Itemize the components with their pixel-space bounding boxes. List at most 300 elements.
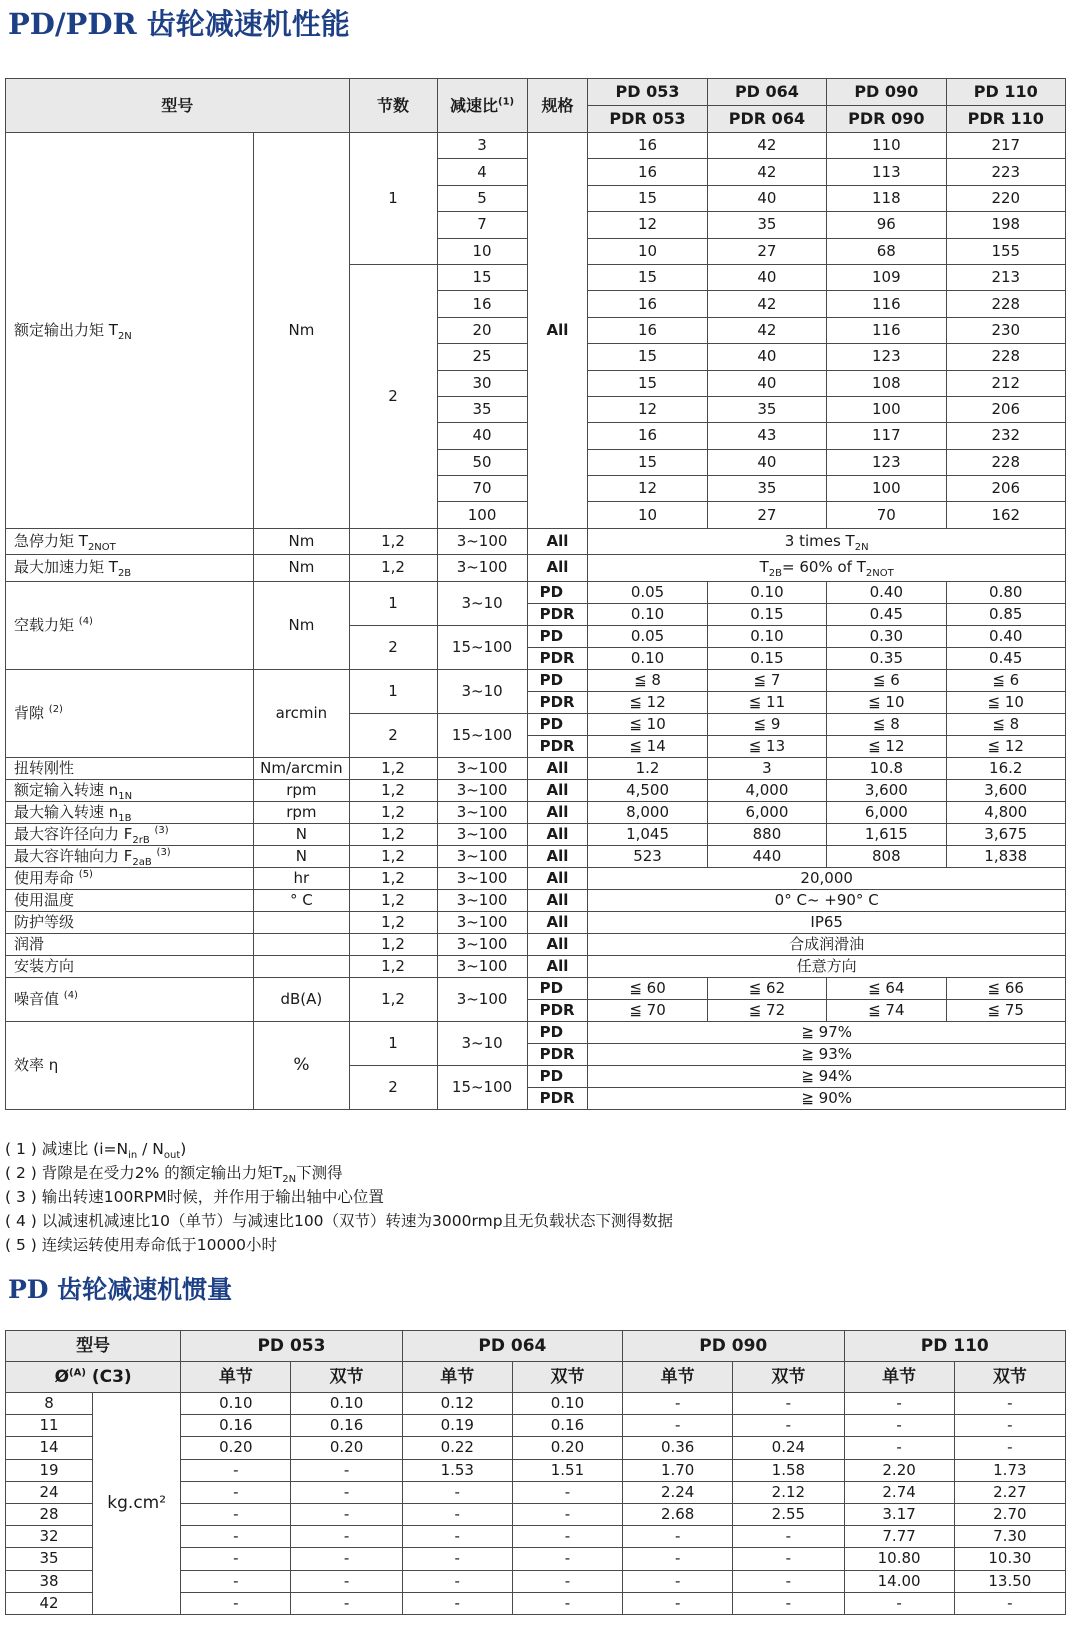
value-cell: 7.30 — [954, 1526, 1065, 1548]
value-cell: - — [733, 1570, 844, 1592]
value-cell: 2.74 — [844, 1481, 954, 1503]
merged-value-cell: ≧ 90% — [588, 1087, 1066, 1109]
row-label — [6, 845, 254, 867]
value-cell: 2.70 — [954, 1503, 1065, 1525]
footnote-ref: (3) — [154, 824, 169, 836]
value-subscript: 2N — [854, 542, 869, 554]
footnote-text: ( 2 ) 背隙是在受力2% 的额定输出力矩T — [5, 1164, 283, 1182]
unit-cell: ° C — [254, 889, 349, 911]
value-cell: - — [954, 1437, 1065, 1459]
value-cell: 0.05 — [588, 625, 707, 647]
value-cell: ≦ 14 — [588, 735, 707, 757]
value-cell: 16 — [588, 291, 707, 317]
value-cell: 1,615 — [827, 823, 946, 845]
footnote — [5, 1209, 673, 1233]
value-cell: ≦ 64 — [827, 977, 946, 999]
header-model: 型号 — [6, 79, 350, 133]
value-cell: 2.27 — [954, 1481, 1065, 1503]
table-row — [6, 528, 1066, 554]
header-pd-model: PD 110 — [946, 79, 1065, 106]
merged-value-cell — [588, 555, 1066, 581]
value-cell: - — [733, 1415, 844, 1437]
label-text: 润滑 — [14, 934, 45, 953]
label-subscript: 2NOT — [87, 542, 116, 554]
value-cell: 1.70 — [623, 1459, 733, 1481]
value-cell: 3,600 — [827, 779, 946, 801]
value-cell: 42 — [707, 317, 826, 343]
ratio-cell: 3~100 — [437, 555, 527, 581]
diameter-cell: 8 — [6, 1393, 93, 1415]
ratio-cell: 3~100 — [437, 977, 527, 1021]
value-text: = 60% of T — [782, 558, 866, 577]
value-cell: - — [181, 1481, 291, 1503]
value-cell: ≦ 8 — [827, 713, 946, 735]
ratio-cell: 3~100 — [437, 955, 527, 977]
value-cell: 0.19 — [402, 1415, 512, 1437]
value-cell: 7.77 — [844, 1526, 954, 1548]
row-label — [6, 823, 254, 845]
value-cell: ≦ 12 — [946, 735, 1065, 757]
merged-value-cell — [588, 528, 1066, 554]
unit-cell: arcmin — [254, 669, 349, 757]
footnote-ref: (5) — [78, 868, 93, 880]
value-cell: 223 — [946, 159, 1065, 185]
value-cell: ≦ 8 — [588, 669, 707, 691]
value-cell: 2.12 — [733, 1481, 844, 1503]
ratio-cell: 3~100 — [437, 528, 527, 554]
value-cell: 6,000 — [707, 801, 826, 823]
footnote-ref: (4) — [78, 615, 93, 627]
header-pdr-model: PDR 090 — [827, 106, 946, 133]
value-cell: - — [512, 1503, 622, 1525]
header-model-name: PD 090 — [623, 1331, 844, 1362]
value-cell: 0.16 — [291, 1415, 402, 1437]
row-label — [6, 669, 254, 757]
stage-cell: 2 — [349, 625, 437, 669]
header-single-stage: 单节 — [623, 1362, 733, 1393]
value-cell: 198 — [946, 212, 1065, 238]
value-cell: - — [512, 1481, 622, 1503]
spec-cell: All — [527, 779, 588, 801]
value-cell: ≦ 11 — [707, 691, 826, 713]
value-cell: 1,838 — [946, 845, 1065, 867]
spec-cell: PD — [527, 1065, 588, 1087]
spec-cell: PDR — [527, 647, 588, 669]
stage-cell: 1,2 — [349, 845, 437, 867]
value-cell: 162 — [946, 502, 1065, 528]
value-cell: - — [623, 1570, 733, 1592]
footnote — [5, 1185, 673, 1209]
value-cell: - — [291, 1570, 402, 1592]
merged-value-cell: 0° C~ +90° C — [588, 889, 1066, 911]
stage-cell: 1 — [349, 133, 437, 265]
value-cell: 3.17 — [844, 1503, 954, 1525]
ratio-cell: 3~100 — [437, 933, 527, 955]
value-cell: 43 — [707, 423, 826, 449]
table-row — [6, 911, 1066, 933]
spec-cell: All — [527, 133, 588, 529]
diameter-cell: 14 — [6, 1437, 93, 1459]
value-cell: ≦ 12 — [827, 735, 946, 757]
spec-cell: PDR — [527, 691, 588, 713]
spec-cell: PD — [527, 977, 588, 999]
value-cell: 0.20 — [181, 1437, 291, 1459]
row-label — [6, 757, 254, 779]
table-row — [6, 823, 1066, 845]
value-cell: 15 — [588, 449, 707, 475]
value-cell: 4,500 — [588, 779, 707, 801]
value-cell: 220 — [946, 185, 1065, 211]
value-cell: ≦ 10 — [946, 691, 1065, 713]
value-cell: 15 — [588, 344, 707, 370]
value-cell: 117 — [827, 423, 946, 449]
label-text: 防护等级 — [14, 912, 75, 931]
spec-cell: PD — [527, 713, 588, 735]
diameter-cell: 24 — [6, 1481, 93, 1503]
merged-value-cell: IP65 — [588, 911, 1066, 933]
diameter-cell: 38 — [6, 1570, 93, 1592]
value-cell: 440 — [707, 845, 826, 867]
value-cell: 8,000 — [588, 801, 707, 823]
spec-cell: All — [527, 911, 588, 933]
merged-value-cell: ≧ 94% — [588, 1065, 1066, 1087]
table-row — [6, 133, 1066, 159]
spec-cell: All — [527, 889, 588, 911]
value-cell: 10.8 — [827, 757, 946, 779]
label-subscript: 2N — [117, 330, 132, 342]
stage-cell: 2 — [349, 264, 437, 528]
value-cell: 217 — [946, 133, 1065, 159]
value-cell: 1,045 — [588, 823, 707, 845]
ratio-cell: 15~100 — [437, 625, 527, 669]
unit-cell — [254, 911, 349, 933]
value-cell: 2.20 — [844, 1459, 954, 1481]
ratio-cell: 70 — [437, 476, 527, 502]
table-row — [6, 1021, 1066, 1043]
stage-cell: 2 — [349, 1065, 437, 1109]
value-cell: 880 — [707, 823, 826, 845]
value-cell: - — [291, 1592, 402, 1614]
table-row — [6, 669, 1066, 691]
spec-cell: PDR — [527, 1087, 588, 1109]
value-cell: - — [181, 1548, 291, 1570]
value-cell: - — [181, 1503, 291, 1525]
value-cell: - — [291, 1526, 402, 1548]
merged-value-cell: ≧ 97% — [588, 1021, 1066, 1043]
ratio-cell: 100 — [437, 502, 527, 528]
value-cell: 13.50 — [954, 1570, 1065, 1592]
value-cell: 10 — [588, 502, 707, 528]
value-cell: 40 — [707, 344, 826, 370]
ratio-cell: 16 — [437, 291, 527, 317]
value-cell: 155 — [946, 238, 1065, 264]
spec-cell: All — [527, 757, 588, 779]
merged-value-cell: ≧ 93% — [588, 1043, 1066, 1065]
value-cell: 16 — [588, 317, 707, 343]
merged-value-cell: 合成润滑油 — [588, 933, 1066, 955]
table-row — [6, 757, 1066, 779]
label-text: 扭转刚性 — [14, 758, 75, 777]
ratio-cell: 50 — [437, 449, 527, 475]
stage-cell: 1,2 — [349, 823, 437, 845]
value-cell: - — [623, 1548, 733, 1570]
unit-cell: % — [254, 1021, 349, 1109]
value-cell: 0.10 — [707, 625, 826, 647]
stage-cell: 1,2 — [349, 528, 437, 554]
header-spec: 规格 — [527, 79, 588, 133]
header-model-name: PD 053 — [181, 1331, 402, 1362]
value-cell: 123 — [827, 449, 946, 475]
stage-cell: 1 — [349, 581, 437, 625]
value-cell: 230 — [946, 317, 1065, 343]
table-row — [6, 889, 1066, 911]
spec-cell: All — [527, 933, 588, 955]
value-cell: - — [512, 1570, 622, 1592]
unit-cell: rpm — [254, 779, 349, 801]
ratio-cell: 40 — [437, 423, 527, 449]
label-text: 安装方向 — [14, 956, 75, 975]
value-cell: 12 — [588, 212, 707, 238]
value-cell: 118 — [827, 185, 946, 211]
header-single-stage: 单节 — [402, 1362, 512, 1393]
value-cell: 0.20 — [512, 1437, 622, 1459]
value-cell: 40 — [707, 370, 826, 396]
spec-cell: All — [527, 845, 588, 867]
value-cell: 0.45 — [827, 603, 946, 625]
table-row — [6, 933, 1066, 955]
ratio-cell: 15 — [437, 264, 527, 290]
value-cell: 116 — [827, 317, 946, 343]
label-text: 急停力矩 T — [14, 532, 88, 551]
stage-cell: 1,2 — [349, 933, 437, 955]
diameter-code: (C3) — [91, 1366, 132, 1387]
row-label — [6, 555, 254, 581]
footnote — [5, 1233, 673, 1257]
value-cell: 10.80 — [844, 1548, 954, 1570]
ratio-cell: 7 — [437, 212, 527, 238]
value-cell: 100 — [827, 396, 946, 422]
value-cell: 1.73 — [954, 1459, 1065, 1481]
diameter-cell: 11 — [6, 1415, 93, 1437]
diameter-cell: 19 — [6, 1459, 93, 1481]
row-label — [6, 955, 254, 977]
footnote-ref: (A) — [69, 1366, 86, 1378]
diameter-cell: 28 — [6, 1503, 93, 1525]
value-cell: - — [954, 1393, 1065, 1415]
value-cell: 213 — [946, 264, 1065, 290]
header-ratio — [437, 79, 527, 133]
value-cell: - — [954, 1415, 1065, 1437]
header-model-name: PD 110 — [844, 1331, 1066, 1362]
label-text: 背隙 — [14, 703, 45, 722]
value-cell: 0.85 — [946, 603, 1065, 625]
value-cell: 116 — [827, 291, 946, 317]
value-cell: ≦ 75 — [946, 999, 1065, 1021]
value-cell: 113 — [827, 159, 946, 185]
value-cell: 1.51 — [512, 1459, 622, 1481]
value-cell: ≦ 10 — [588, 713, 707, 735]
value-cell: 35 — [707, 396, 826, 422]
footnote-text: ( 4 ) 以减速机减速比10（单节）与减速比100（双节）转速为3000rmp且无负载状态下测得数据 — [5, 1212, 674, 1230]
row-label — [6, 779, 254, 801]
value-cell: - — [402, 1481, 512, 1503]
value-cell: - — [733, 1548, 844, 1570]
value-cell: - — [623, 1415, 733, 1437]
merged-value-cell: 任意方向 — [588, 955, 1066, 977]
value-cell: 42 — [707, 133, 826, 159]
label-text: 最大加速力矩 T — [14, 558, 118, 577]
value-text: T — [759, 558, 769, 577]
ratio-cell: 10 — [437, 238, 527, 264]
header-pd-model: PD 090 — [827, 79, 946, 106]
row-label — [6, 1021, 254, 1109]
header-model: 型号 — [6, 1331, 181, 1362]
header-ratio-text: 减速比 — [450, 95, 499, 115]
label-text: 使用寿命 — [14, 868, 75, 887]
header-pdr-model: PDR 110 — [946, 106, 1065, 133]
header-pdr-model: PDR 053 — [588, 106, 707, 133]
table-row — [6, 867, 1066, 889]
footnote-ref: (3) — [156, 846, 171, 858]
label-text: 噪音值 — [14, 989, 60, 1008]
value-cell: 42 — [707, 159, 826, 185]
value-cell: 15 — [588, 370, 707, 396]
row-label — [6, 801, 254, 823]
value-cell: 0.30 — [827, 625, 946, 647]
header-pd-model: PD 064 — [707, 79, 826, 106]
spec-cell: PDR — [527, 735, 588, 757]
label-text: 效率 η — [14, 1055, 59, 1074]
row-label — [6, 911, 254, 933]
value-cell: 10.30 — [954, 1548, 1065, 1570]
value-cell: 42 — [707, 291, 826, 317]
row-label — [6, 581, 254, 669]
value-cell: ≦ 60 — [588, 977, 707, 999]
value-cell: 110 — [827, 133, 946, 159]
value-cell: 0.10 — [588, 603, 707, 625]
header-double-stage: 双节 — [512, 1362, 622, 1393]
value-cell: - — [733, 1526, 844, 1548]
value-cell: 35 — [707, 212, 826, 238]
stage-cell: 2 — [349, 713, 437, 757]
spec-cell: PDR — [527, 1043, 588, 1065]
value-cell: 1.58 — [733, 1459, 844, 1481]
value-cell: 109 — [827, 264, 946, 290]
value-cell: ≦ 10 — [827, 691, 946, 713]
page-title: PD/PDR 齿轮减速机性能 — [8, 7, 350, 41]
footnotes — [5, 1137, 673, 1257]
ratio-cell: 3~100 — [437, 801, 527, 823]
value-cell: - — [181, 1459, 291, 1481]
spec-cell: All — [527, 528, 588, 554]
footnote-subscript: 2N — [282, 1174, 297, 1186]
ratio-cell: 30 — [437, 370, 527, 396]
stage-cell: 1,2 — [349, 955, 437, 977]
value-cell: 0.35 — [827, 647, 946, 669]
value-subscript: 2NOT — [865, 568, 894, 580]
header-row — [6, 1331, 1066, 1362]
spec-cell: PD — [527, 669, 588, 691]
value-cell: 0.36 — [623, 1437, 733, 1459]
value-cell: 2.68 — [623, 1503, 733, 1525]
label-text: 最大输入转速 n — [14, 802, 119, 821]
header-double-stage: 双节 — [954, 1362, 1065, 1393]
value-cell: 232 — [946, 423, 1065, 449]
footnote-text: 下测得 — [296, 1164, 343, 1182]
stage-cell: 1,2 — [349, 555, 437, 581]
spec-cell: PD — [527, 625, 588, 647]
spec-cell: All — [527, 801, 588, 823]
header-double-stage: 双节 — [733, 1362, 844, 1393]
diameter-cell: 35 — [6, 1548, 93, 1570]
value-cell: 1.53 — [402, 1459, 512, 1481]
value-cell: 0.45 — [946, 647, 1065, 669]
unit-cell: N — [254, 823, 349, 845]
value-cell: - — [402, 1548, 512, 1570]
ratio-cell: 3~100 — [437, 757, 527, 779]
footnote-ref: (2) — [48, 703, 63, 715]
value-subscript: 2B — [768, 568, 783, 580]
value-cell: 0.15 — [707, 603, 826, 625]
merged-value-cell: 20,000 — [588, 867, 1066, 889]
unit-cell — [254, 955, 349, 977]
value-cell: ≦ 7 — [707, 669, 826, 691]
value-cell: - — [181, 1592, 291, 1614]
stage-cell: 1,2 — [349, 867, 437, 889]
value-cell: 0.16 — [512, 1415, 622, 1437]
value-cell: - — [181, 1570, 291, 1592]
stage-cell: 1,2 — [349, 779, 437, 801]
value-cell: ≦ 66 — [946, 977, 1065, 999]
stage-cell: 1,2 — [349, 977, 437, 1021]
label-text: 额定输入转速 n — [14, 780, 119, 799]
spec-cell: All — [527, 823, 588, 845]
value-cell: - — [512, 1592, 622, 1614]
diameter-cell: 32 — [6, 1526, 93, 1548]
label-subscript: 1N — [118, 790, 133, 802]
value-cell: - — [623, 1526, 733, 1548]
row-label — [6, 889, 254, 911]
value-cell: 0.05 — [588, 581, 707, 603]
value-cell: 0.10 — [291, 1393, 402, 1415]
ratio-cell: 15~100 — [437, 1065, 527, 1109]
value-cell: ≦ 72 — [707, 999, 826, 1021]
value-cell: 40 — [707, 185, 826, 211]
unit-cell: Nm — [254, 528, 349, 554]
header-stage: 节数 — [349, 79, 437, 133]
ratio-cell: 3~100 — [437, 823, 527, 845]
value-cell: 0.40 — [946, 625, 1065, 647]
table-row — [6, 555, 1066, 581]
footnote-text: ( 5 ) 连续运转使用寿命低于10000小时 — [5, 1236, 278, 1254]
spec-cell: All — [527, 955, 588, 977]
value-cell: 10 — [588, 238, 707, 264]
label-text: 空载力矩 — [14, 615, 75, 634]
value-cell: 206 — [946, 476, 1065, 502]
value-cell: - — [623, 1393, 733, 1415]
value-cell: 96 — [827, 212, 946, 238]
value-cell: - — [844, 1592, 954, 1614]
label-text: 额定输出力矩 T — [14, 320, 118, 339]
value-cell: 40 — [707, 264, 826, 290]
ratio-cell: 20 — [437, 317, 527, 343]
value-cell: - — [291, 1459, 402, 1481]
value-cell: 68 — [827, 238, 946, 264]
diameter-symbol: Ø — [54, 1366, 70, 1387]
value-cell: 3,600 — [946, 779, 1065, 801]
ratio-cell: 3 — [437, 133, 527, 159]
ratio-cell: 5 — [437, 185, 527, 211]
